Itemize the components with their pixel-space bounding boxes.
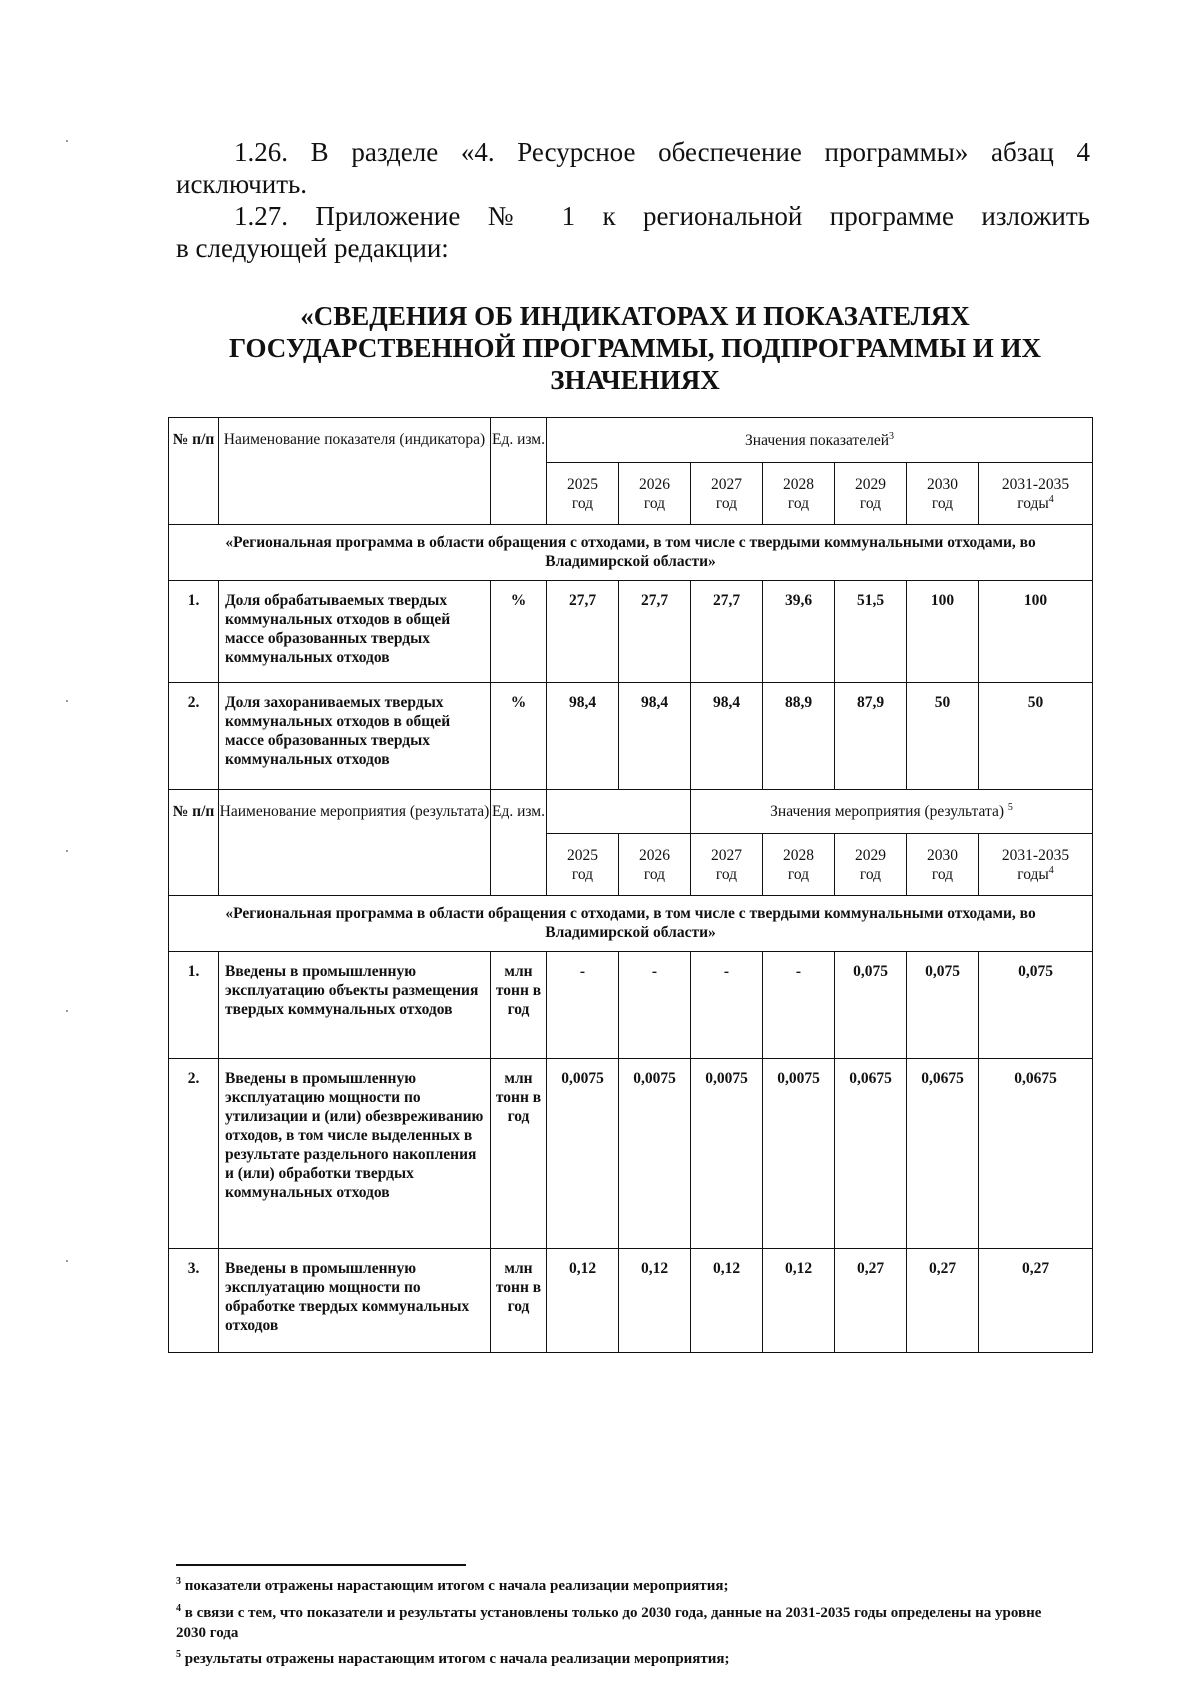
table-header-row <box>169 418 1093 463</box>
value-cell: 0,27 <box>835 1249 907 1353</box>
year-cell <box>619 463 691 525</box>
table-row <box>169 683 1093 790</box>
row-unit: % <box>491 683 547 790</box>
year-cell <box>619 834 691 896</box>
scan-speck <box>66 850 68 852</box>
year-cell <box>691 834 763 896</box>
year-suffix: год <box>787 865 810 883</box>
year: 2030 <box>927 846 958 864</box>
year-suffix: год <box>859 865 882 883</box>
value-cell: 0,075 <box>835 952 907 1059</box>
value-cell: 0,075 <box>907 952 979 1059</box>
title-line: ГОСУДАРСТВЕННОЙ ПРОГРАММЫ, ПОДПРОГРАММЫ И ИХ <box>228 333 1042 363</box>
row-unit: млн тонн в год <box>491 1249 547 1353</box>
value-cell: 51,5 <box>835 581 907 683</box>
footnote <box>176 1649 1056 1669</box>
footnote-mark: 4 <box>176 1603 181 1614</box>
value-cell: 0,0675 <box>907 1059 979 1249</box>
value-cell: 50 <box>979 683 1093 790</box>
value-cell: 0,0675 <box>835 1059 907 1249</box>
year: 2026 <box>639 475 670 493</box>
row-num: 2. <box>169 683 219 790</box>
value-cell: 0,0075 <box>691 1059 763 1249</box>
year: 2025 <box>567 475 598 493</box>
row-num: 1. <box>169 581 219 683</box>
header-empty <box>547 790 691 834</box>
header-unit: Ед. изм. <box>491 790 547 896</box>
header-values-text: Значения показателей <box>745 431 889 449</box>
row-unit: % <box>491 581 547 683</box>
row-name: Введены в промышленную эксплуатацию мощности по утилизации и (или) обезвреживанию отходов, в том числе выделенных в результате раздельного накопления и (или) обработки твердых коммунальных отходов <box>219 1059 491 1249</box>
year: 2025 <box>567 846 598 864</box>
value-cell: 27,7 <box>691 581 763 683</box>
paragraph-1-26 <box>176 136 1090 200</box>
year: 2031-2035 <box>1001 475 1070 493</box>
paragraph-line: 1.26. В разделе «4. Ресурсное обеспечение программы» абзац 4 <box>234 137 1090 167</box>
value-cell: - <box>763 952 835 1059</box>
year: 2029 <box>855 475 886 493</box>
footnote-separator <box>176 1564 466 1566</box>
year: 2030 <box>927 475 958 493</box>
year-cell <box>907 834 979 896</box>
scan-speck <box>66 140 68 142</box>
paragraph-line: исключить. <box>176 169 308 199</box>
header-unit: Ед. изм. <box>491 418 547 525</box>
value-cell: 0,12 <box>547 1249 619 1353</box>
year: 2028 <box>783 846 814 864</box>
year-cell <box>979 834 1093 896</box>
footnote-text: результаты отражены нарастающим итогом с начала реализации мероприятия; <box>184 1651 730 1667</box>
section-row <box>169 525 1093 581</box>
year-suffix: год <box>571 494 594 512</box>
year-suffix: год <box>787 494 810 512</box>
header-values <box>691 790 1093 834</box>
row-name: Введены в промышленную эксплуатацию мощности по обработке твердых коммунальных отходов <box>219 1249 491 1353</box>
year: 2026 <box>639 846 670 864</box>
footnote-ref: 4 <box>1048 493 1054 505</box>
year-suffix: год <box>643 865 666 883</box>
scan-speck <box>66 1010 68 1012</box>
value-cell: 0,27 <box>979 1249 1093 1353</box>
value-cell: 100 <box>907 581 979 683</box>
scan-speck <box>66 700 68 702</box>
table-row <box>169 1059 1093 1249</box>
year-suffix: год <box>715 865 738 883</box>
value-cell: - <box>547 952 619 1059</box>
row-num: 3. <box>169 1249 219 1353</box>
value-cell: 0,12 <box>619 1249 691 1353</box>
year-suffix: годы <box>1017 865 1049 883</box>
value-cell: 100 <box>979 581 1093 683</box>
year-cell <box>691 463 763 525</box>
header-values <box>547 418 1093 463</box>
year: 2028 <box>783 475 814 493</box>
document-title <box>170 300 1100 396</box>
value-cell: 0,075 <box>979 952 1093 1059</box>
value-cell: - <box>619 952 691 1059</box>
title-line: ЗНАЧЕНИЯХ <box>550 365 720 395</box>
row-name: Введены в промышленную эксплуатацию объекты размещения твердых коммунальных отходов <box>219 952 491 1059</box>
value-cell: 0,0075 <box>547 1059 619 1249</box>
value-cell: 98,4 <box>547 683 619 790</box>
year-cell <box>979 463 1093 525</box>
section-row <box>169 896 1093 952</box>
footnote-mark: 3 <box>176 1576 181 1587</box>
paragraph-1-27 <box>176 200 1090 264</box>
footnote-ref: 3 <box>889 430 894 442</box>
row-num: 1. <box>169 952 219 1059</box>
year-cell <box>835 834 907 896</box>
year-suffix: год <box>643 494 666 512</box>
year: 2027 <box>711 846 742 864</box>
title-line: «СВЕДЕНИЯ ОБ ИНДИКАТОРАХ И ПОКАЗАТЕЛЯХ <box>300 301 970 331</box>
year: 2029 <box>855 846 886 864</box>
footnote-mark: 5 <box>176 1649 181 1660</box>
row-unit: млн тонн в год <box>491 1059 547 1249</box>
year: 2031-2035 <box>1001 846 1070 864</box>
row-name: Доля захораниваемых твердых коммунальных отходов в общей массе образованных твердых коммунальных отходов <box>219 683 491 790</box>
year-suffix: год <box>571 865 594 883</box>
year-cell <box>907 463 979 525</box>
value-cell: 0,0075 <box>763 1059 835 1249</box>
year-suffix: год <box>931 494 954 512</box>
value-cell: - <box>691 952 763 1059</box>
year-suffix: год <box>715 494 738 512</box>
value-cell: 0,12 <box>691 1249 763 1353</box>
header-activity-name: Наименование мероприятия (результата) <box>219 790 491 896</box>
value-cell: 0,12 <box>763 1249 835 1353</box>
header-num: № п/п <box>169 790 219 896</box>
section-title: «Региональная программа в области обращения с отходами, в том числе с твердыми коммунальными отходами, во Владимирской области» <box>169 525 1093 581</box>
year-cell <box>835 463 907 525</box>
value-cell: 39,6 <box>763 581 835 683</box>
footnote-text: в связи с тем, что показатели и результаты установлены только до 2030 года, данные на 2031-2035 годы определены на уровне 2030 года <box>176 1605 1042 1641</box>
year-suffix: годы <box>1017 494 1049 512</box>
value-cell: 98,4 <box>619 683 691 790</box>
indicators-table <box>168 417 1093 1353</box>
year: 2027 <box>711 475 742 493</box>
year-cell <box>763 834 835 896</box>
section-title: «Региональная программа в области обращения с отходами, в том числе с твердыми коммунальными отходами, во Владимирской области» <box>169 896 1093 952</box>
year-cell <box>547 834 619 896</box>
value-cell: 0,27 <box>907 1249 979 1353</box>
header-num: № п/п <box>169 418 219 525</box>
footnote-text: показатели отражены нарастающим итогом с начала реализации мероприятия; <box>184 1578 729 1594</box>
scan-speck <box>66 1260 68 1262</box>
footnote-ref: 5 <box>1007 801 1013 813</box>
value-cell: 0,0675 <box>979 1059 1093 1249</box>
footnote <box>176 1603 1056 1643</box>
paragraph-line: 1.27. Приложение № 1 к региональной программе изложить <box>234 201 1090 231</box>
paragraph-line: в следующей редакции: <box>176 233 449 263</box>
value-cell: 0,0075 <box>619 1059 691 1249</box>
header-indicator-name: Наименование показателя (индикатора) <box>219 418 491 525</box>
year-cell <box>763 463 835 525</box>
table-row <box>169 581 1093 683</box>
value-cell: 27,7 <box>619 581 691 683</box>
table-row <box>169 952 1093 1059</box>
row-unit: млн тонн в год <box>491 952 547 1059</box>
header-values-text: Значения мероприятия (результата) <box>770 803 1004 820</box>
year-suffix: год <box>931 865 954 883</box>
value-cell: 98,4 <box>691 683 763 790</box>
year-cell <box>547 463 619 525</box>
value-cell: 87,9 <box>835 683 907 790</box>
value-cell: 27,7 <box>547 581 619 683</box>
footnote <box>176 1576 1056 1596</box>
table-row <box>169 1249 1093 1353</box>
year-suffix: год <box>859 494 882 512</box>
row-name: Доля обрабатываемых твердых коммунальных отходов в общей массе образованных твердых коммунальных отходов <box>219 581 491 683</box>
table-header-row <box>169 790 1093 834</box>
row-num: 2. <box>169 1059 219 1249</box>
value-cell: 50 <box>907 683 979 790</box>
footnote-ref: 4 <box>1048 864 1054 876</box>
value-cell: 88,9 <box>763 683 835 790</box>
